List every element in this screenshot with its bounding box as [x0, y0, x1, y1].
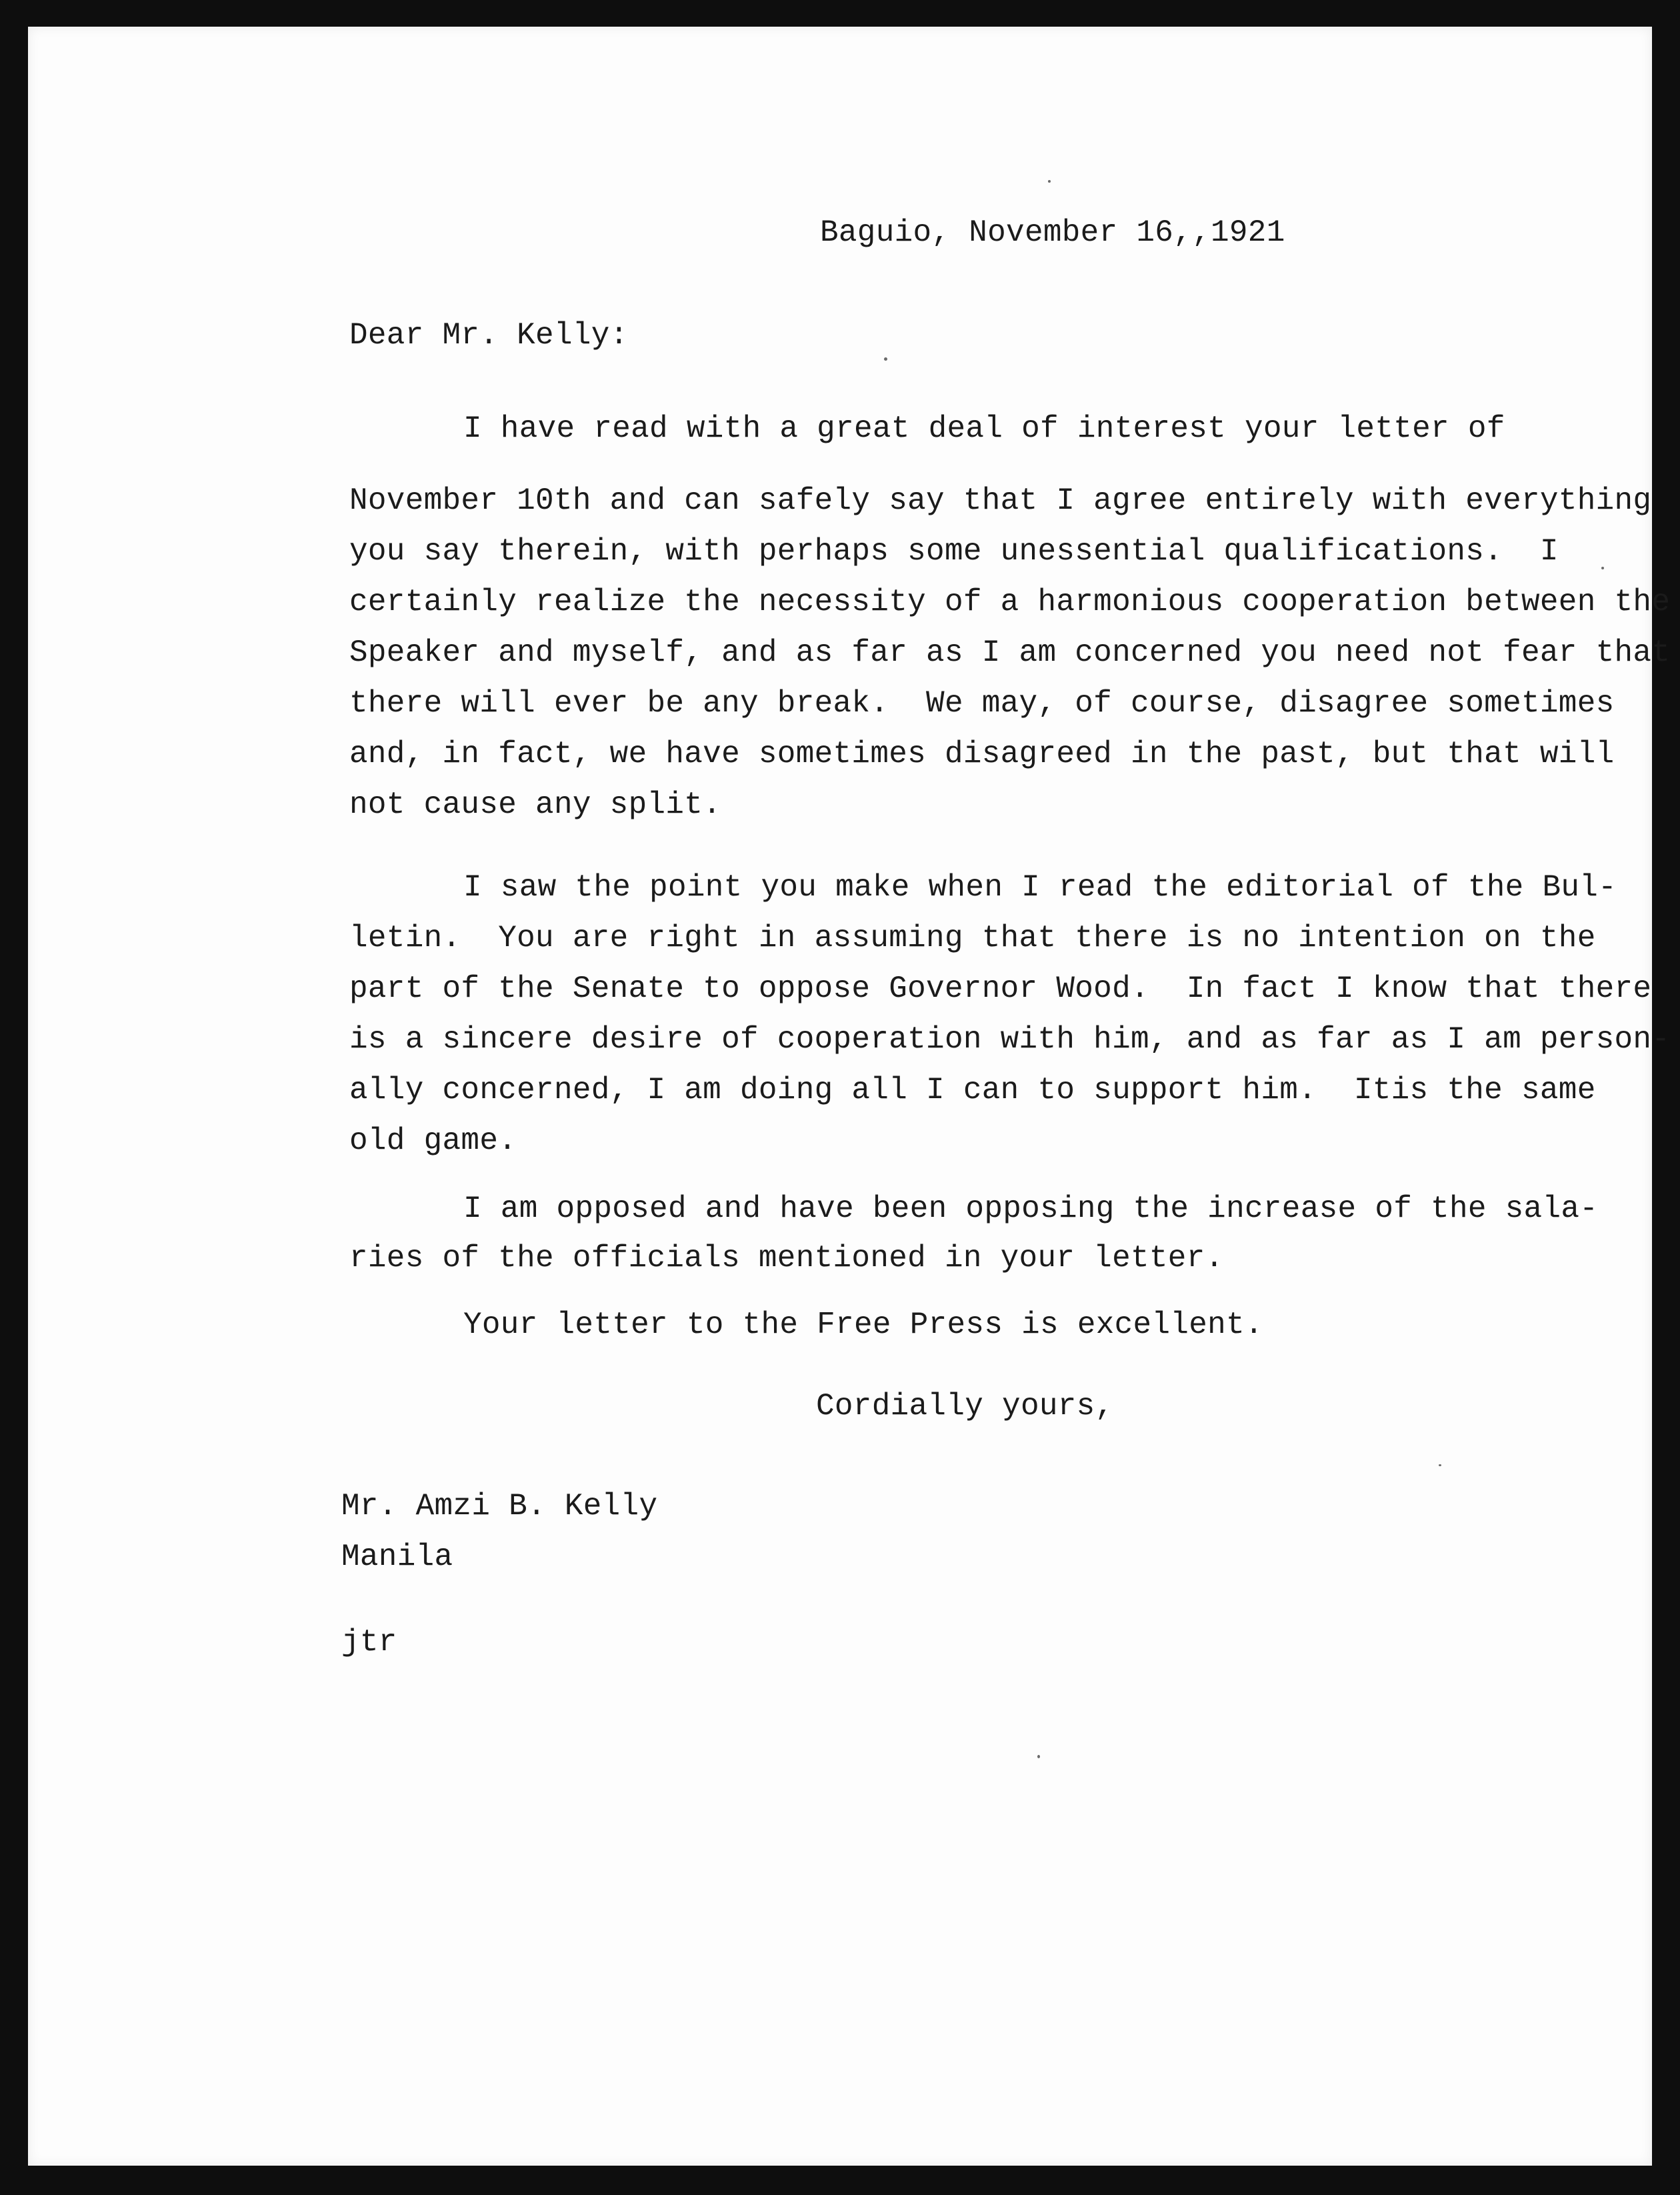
dateline: Baguio, November 16,,1921 — [820, 215, 1285, 250]
paragraph-1-line: not cause any split. — [349, 787, 722, 822]
paragraph-2-line: I saw the point you make when I read the editorial of the Bul- — [463, 870, 1617, 905]
paragraph-4: Your letter to the Free Press is excellent. — [463, 1308, 1263, 1342]
recipient-city: Manila — [341, 1540, 453, 1574]
paragraph-2-line: ally concerned, I am doing all I can to support him. Itis the same — [349, 1073, 1596, 1108]
paragraph-1-line: and, in fact, we have sometimes disagreed in the past, but that will — [349, 737, 1615, 771]
letter-page — [28, 27, 1671, 2166]
paragraph-1-line: I have read with a great deal of interest your letter of — [463, 411, 1505, 446]
paragraph-3-line: ries of the officials mentioned in your letter. — [349, 1241, 1224, 1276]
salutation: Dear Mr. Kelly: — [349, 318, 629, 353]
paragraph-1-line: Speaker and myself, and as far as I am concerned you need not fear that — [349, 635, 1671, 670]
scan-speck — [1601, 567, 1604, 569]
paragraph-2-line: is a sincere desire of cooperation with him, and as far as I am person- — [349, 1022, 1671, 1057]
scan-speck — [1037, 1755, 1040, 1758]
paragraph-1-line: there will ever be any break. We may, of course, disagree sometimes — [349, 686, 1615, 721]
scan-speck — [884, 357, 887, 361]
paragraph-1-line: November 10th and can safely say that I agree entirely with everything — [349, 483, 1652, 518]
scan-speck — [1048, 180, 1051, 183]
paragraph-1-line: certainly realize the necessity of a harmonious cooperation between the — [349, 585, 1671, 619]
paragraph-1-line: you say therein, with perhaps some unessential qualifications. I — [349, 534, 1559, 569]
paragraph-3-line: I am opposed and have been opposing the increase of the sala- — [463, 1192, 1599, 1226]
typist-initials: jtr — [341, 1625, 397, 1660]
recipient-name: Mr. Amzi B. Kelly — [341, 1489, 658, 1524]
closing: Cordially yours, — [816, 1389, 1114, 1424]
paragraph-2-line: old game. — [349, 1124, 517, 1158]
paragraph-2-line: letin. You are right in assuming that there is no intention on the — [349, 921, 1596, 955]
scan-speck — [1439, 1464, 1441, 1466]
paragraph-2-line: part of the Senate to oppose Governor Wood. In fact I know that there — [349, 971, 1652, 1006]
